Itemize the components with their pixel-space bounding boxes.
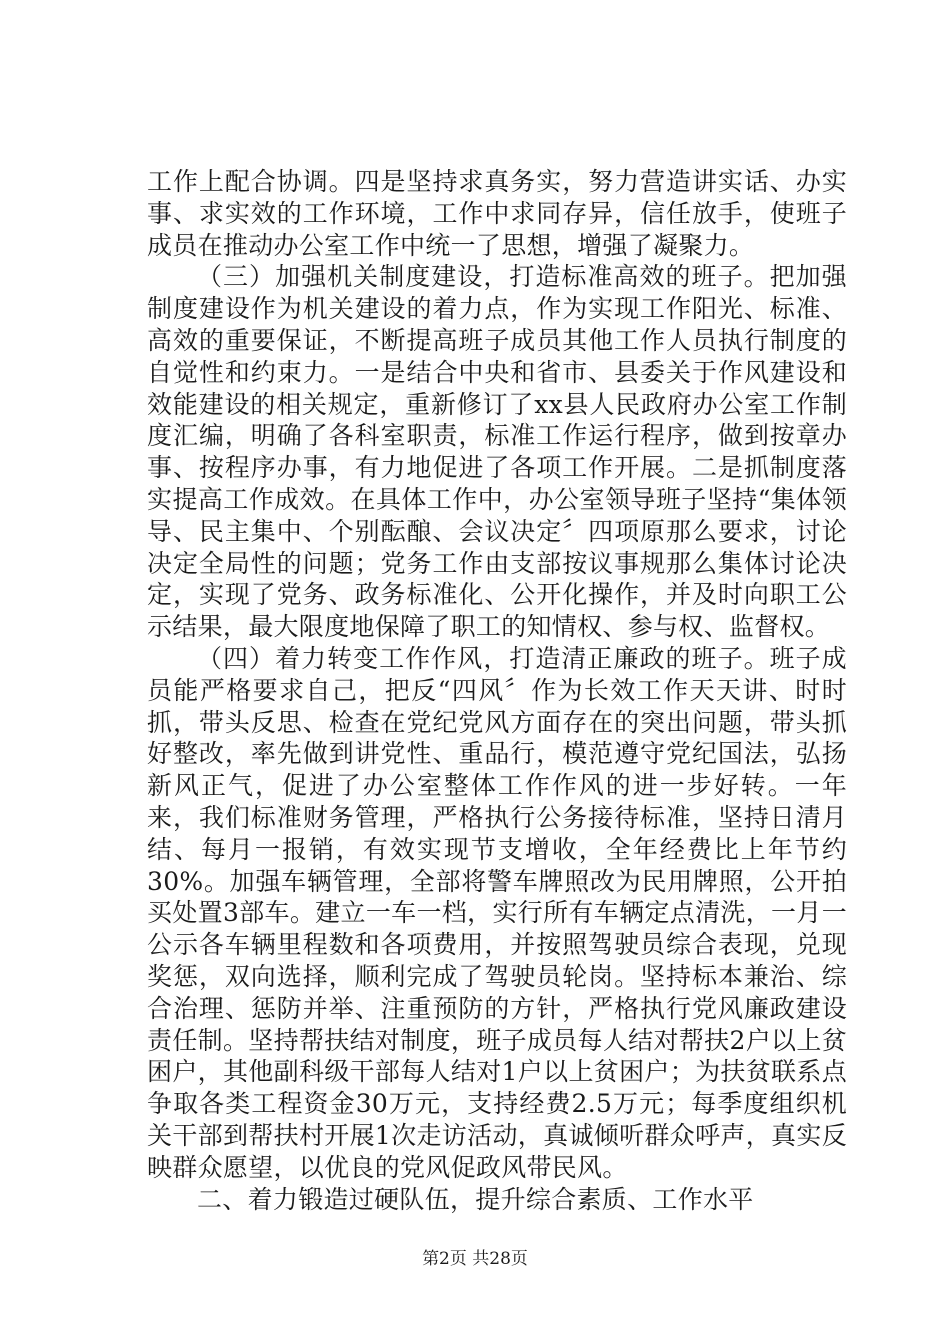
paragraph-section-three: （三）加强机关制度建设，打造标准高效的班子。把加强制度建设作为机关建设的着力点，作为实现工作阳光、标准、高效的重要保证，不断提高班子成员其他工作人员执行制度的自觉性和约束力。一是结合中央和省市、县委关于作风建设和效能建设的相关规定，重新修订了xx县人民政府办公室工作制度汇编，明确了各科室职责，标准工作运行程序，做到按章办事、按程序办事，有力地促进了各项工作开展。二是抓制度落实提高工作成效。在具体工作中，办公室领导班子坚持“集体领导、民主集中、个别酝酿、会议决定〞四项原那么要求，讨论决定全局性的问题；党务工作由支部按议事规那么集体讨论决定，实现了党务、政务标准化、公开化操作，并及时向职工公示结果，最大限度地保障了职工的知情权、参与权、监督权。 (147, 262, 847, 642)
paragraph-continued: 工作上配合协调。四是坚持求真务实，努力营造讲实话、办实事、求实效的工作环境，工作中求同存异，信任放手，使班子成员在推动办公室工作中统一了思想，增强了凝聚力。 (147, 167, 847, 260)
paragraph-section-four: （四）着力转变工作作风，打造清正廉政的班子。班子成员能严格要求自己，把反“四风〞作为长效工作天天讲、时时抓，带头反思、检查在党纪党风方面存在的突出问题，带头抓好整改，率先做到讲党性、重品行，模范遵守党纪国法，弘扬新风正气，促进了办公室整体工作作风的进一步好转。一年来，我们标准财务管理，严格执行公务接待标准，坚持日清月结、每月一报销，有效实现节支增收，全年经费比上年节约30%。加强车辆管理，全部将警车牌照改为民用牌照，公开拍买处置3部车。建立一车一档，实行所有车辆定点清洗，一月一公示各车辆里程数和各项费用，并按照驾驶员综合表现，兑现奖惩，双向选择，顺利完成了驾驶员轮岗。坚持标本兼治、综合治理、惩防并举、注重预防的方针，严格执行党风廉政建设责任制。坚持帮扶结对制度，班子成员每人结对帮扶2户以上贫困户，其他副科级干部每人结对1户以上贫困户；为扶贫联系点争取各类工程资金30万元，支持经费2.5万元；每季度组织机关干部到帮扶村开展1次走访活动，真诚倾听群众呼声，真实反映群众愿望，以优良的党风促政风带民风。 (147, 643, 847, 1182)
document-body (147, 166, 847, 1215)
section-heading: 二、着力锻造过硬队伍，提升综合素质、工作水平 (197, 1184, 754, 1214)
page-footer: 第2页 共28页 (422, 1249, 528, 1269)
